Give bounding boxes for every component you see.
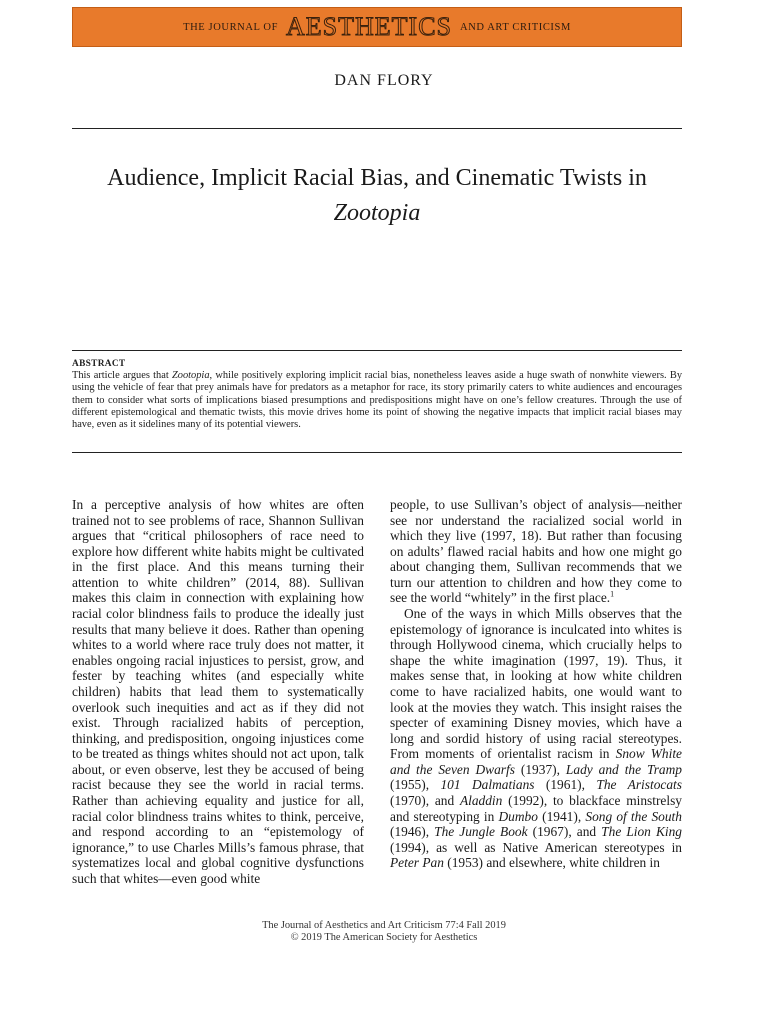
journal-prefix: THE JOURNAL OF — [183, 21, 279, 33]
abstract — [72, 358, 682, 431]
title-line-1: Audience, Implicit Racial Bias, and Cinematic Twists in — [107, 165, 647, 191]
title-line-2: Zootopia — [333, 200, 421, 226]
divider-top — [72, 128, 682, 129]
footnote-ref[interactable]: 1 — [610, 590, 615, 599]
author-name: DAN FLORY — [334, 72, 434, 89]
article-title — [72, 161, 682, 231]
abstract-heading: ABSTRACT — [72, 359, 126, 369]
body-column-right — [390, 497, 682, 871]
divider-abstract-top — [72, 350, 682, 351]
paragraph: One of the ways in which Mills observes that the epistemology of ignorance is inculcated into whites is through Hollywood cinema, which crucially helps to shape the white imagination (1997, 19). Thus, it makes sense that, in looking at how white children come to have racialized habits, one would want to look at the movies they watch. This insight raises the specter of examining Disney movies, which have a long and sordid history of using racial stereotypes. From moments of orientalist racism in Snow White and the Seven Dwarfs (1937), Lady and the Tramp (1955), 101 Dalmatians (1961), The Aristocats (1970), and Aladdin (1992), to blackface minstrelsy and stereotyping in Dumbo (1941), Song of the South (1946), The Jungle Book (1967), and The Lion King (1994), as well as Native American stereotypes in Peter Pan (1953) and elsewhere, white children in — [390, 606, 682, 871]
page-footer — [0, 920, 768, 943]
divider-abstract-bottom — [72, 452, 682, 453]
copyright: © 2019 The American Society for Aesthetics — [290, 931, 478, 943]
journal-suffix: AND ART CRITICISM — [460, 21, 571, 33]
body-column-left — [72, 497, 364, 886]
paragraph: people, to use Sullivan’s object of analysis—neither see nor understand the racialized social world in which they live (1997, 18). But rather than focusing on adults’ flawed racial habits and how one might go about changing them, Sullivan recommends that we turn our attention to children and how they come to see the world “whitely” in the first place.$^1$ — [390, 497, 682, 606]
journal-citation: The Journal of Aesthetics and Art Criticism 77:4 Fall 2019 — [262, 920, 506, 931]
journal-banner — [72, 7, 682, 47]
abstract-text: This article argues that Zootopia, while positively exploring implicit racial bias, nonetheless leaves aside a huge swath of nonwhite viewers. By using the vehicle of fear that prey animals have for predators as a metaphor for race, its story primarily caters to white audiences and encourages them to consider what sorts of implications biased presumptions and predispositions might have on one’s fellow creatures. Through the use of different epistemological and thematic twists, this movie drives home its point of showing the negative impacts that implicit racial biases may have, even as it sidelines many of its potential viewers. — [72, 370, 683, 431]
paragraph: In a perceptive analysis of how whites are often trained not to see problems of race, Shannon Sullivan argues that “critical philosophers of race need to explore how different white habits might be cultivated in the first place. And this means turning their attention to white children” (2014, 88). Sullivan makes this claim in connection with explaining how racial color blindness fails to produce the ideally just results that many believe it does. Rather than opening whites to a world where race truly does not matter, it enables ongoing racial injustices to persist, grow, and fester by teaching whites (and especially white children) habits that lead them to systematically overlook such inequities and act as if they did not exist. Through racialized habits of perception, thinking, and predisposition, ongoing injustices come to be treated as things whites should not act upon, talk about, or even observe, lest they be accused of being racist because they see the world in racial terms. Rather than achieving equality and justice for all, racial color blindness trains whites to think, perceive, and respond according to an “epistemology of ignorance,” to use Charles Mills’s famous phrase, that systematizes local and global cognitive dysfunctions such that whites—even good white — [72, 497, 364, 886]
journal-logo: AESTHETICS — [286, 12, 453, 41]
